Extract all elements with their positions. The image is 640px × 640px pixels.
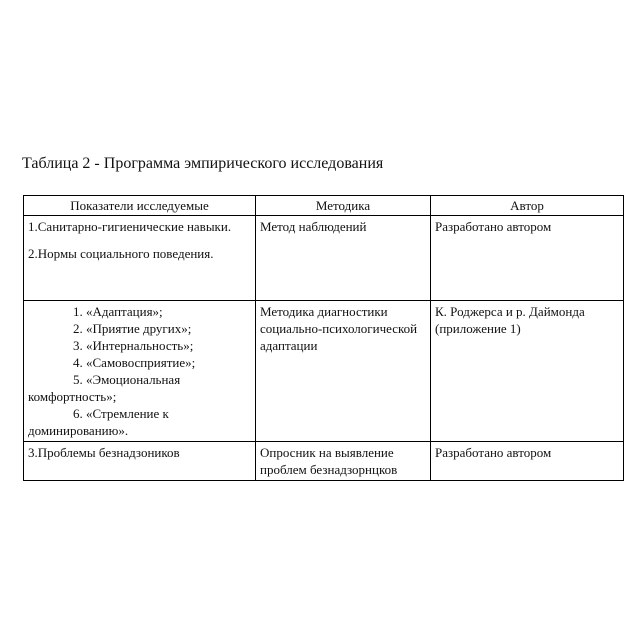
list-item: 5. «Эмоциональная комфортность»; [28, 372, 181, 404]
author-cell: Разработано автором [431, 216, 624, 301]
indicator-cell [24, 216, 256, 301]
header-indicators: Показатели исследуемые [24, 196, 256, 216]
header-method: Методика [256, 196, 431, 216]
author-cell: К. Роджерса и р. Даймонда (приложение 1) [431, 301, 624, 442]
adaptation-scales-list [28, 303, 251, 439]
header-author: Автор [431, 196, 624, 216]
indicator-text: 2.Нормы социального поведения. [28, 246, 214, 261]
method-cell: Методика диагностики социально-психологической адаптации [256, 301, 431, 442]
method-cell: Метод наблюдений [256, 216, 431, 301]
table-row [24, 301, 624, 442]
program-table [23, 195, 624, 481]
list-item: 6. «Стремление к доминированию». [28, 406, 169, 438]
indicator-text: 1.Санитарно-гигиенические навыки. [28, 219, 232, 234]
header-row [24, 196, 624, 216]
list-item: 3. «Интернальность»; [73, 338, 194, 353]
indicator-cell: 3.Проблемы безнадзоников [24, 442, 256, 481]
author-cell: Разработано автором [431, 442, 624, 481]
indicator-cell [24, 301, 256, 442]
list-item: 4. «Самовосприятие»; [73, 355, 196, 370]
table-row [24, 442, 624, 481]
list-item: 2. «Приятие других»; [73, 321, 192, 336]
table-caption: Таблица 2 - Программа эмпирического исследования [22, 155, 384, 172]
table-row [24, 216, 624, 301]
list-item: 1. «Адаптация»; [73, 304, 163, 319]
method-cell: Опросник на выявление проблем безнадзорнцков [256, 442, 431, 481]
